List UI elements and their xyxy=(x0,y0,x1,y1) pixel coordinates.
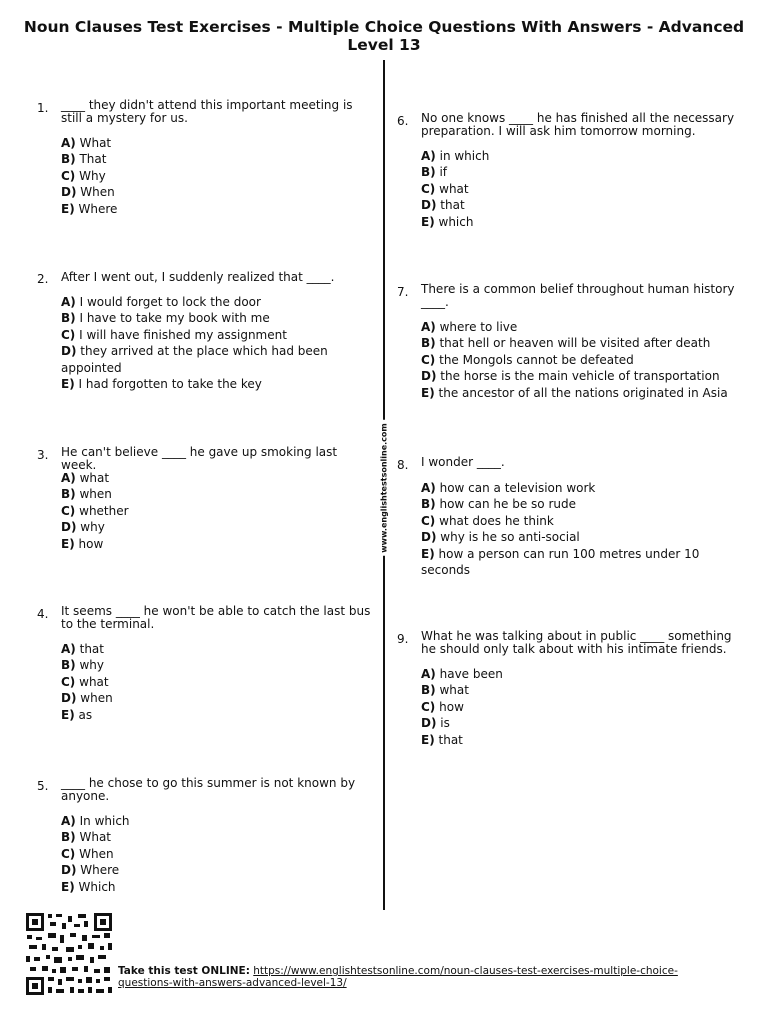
option-letter: D) xyxy=(61,863,77,878)
option-text: what xyxy=(79,674,109,689)
option-a[interactable] xyxy=(61,470,372,486)
option-text: the ancestor of all the nations originated in Asia xyxy=(438,385,728,400)
option-letter: E) xyxy=(61,879,75,894)
option-text: I will have finished my assignment xyxy=(79,327,287,342)
option-letter: C) xyxy=(61,327,76,342)
option-letter: B) xyxy=(61,830,76,845)
option-a[interactable] xyxy=(61,641,372,657)
option-d[interactable] xyxy=(421,715,735,731)
option-b[interactable] xyxy=(421,335,735,351)
question-stem: After I went out, I suddenly realized that ____. xyxy=(61,270,335,284)
option-d[interactable] xyxy=(61,690,372,706)
option-b[interactable] xyxy=(421,496,721,512)
question-number: 6. xyxy=(397,114,409,128)
option-e[interactable] xyxy=(61,201,372,217)
option-text: Which xyxy=(78,879,116,894)
option-letter: D) xyxy=(61,691,77,706)
question-stem: ____ they didn't attend this important meeting is still a mystery for us. xyxy=(61,98,353,125)
option-a[interactable] xyxy=(421,319,735,335)
option-letter: A) xyxy=(421,667,436,681)
option-b[interactable] xyxy=(61,310,361,326)
option-text: have been xyxy=(439,667,503,681)
question-number: 2. xyxy=(37,272,49,286)
option-letter: D) xyxy=(61,520,77,535)
option-letter: E) xyxy=(421,546,435,561)
option-text: when xyxy=(80,691,113,706)
option-text: that xyxy=(440,198,465,213)
option-letter: B) xyxy=(421,497,436,512)
question-number: 8. xyxy=(397,458,409,472)
option-b[interactable] xyxy=(61,657,372,673)
option-letter: B) xyxy=(61,152,76,167)
option-letter: E) xyxy=(421,732,435,747)
option-letter: A) xyxy=(61,471,76,485)
option-a[interactable] xyxy=(421,666,735,682)
question-number: 9. xyxy=(397,632,409,646)
option-letter: A) xyxy=(61,295,76,309)
option-letter: A) xyxy=(421,481,436,495)
option-text: they arrived at the place which had been appointed xyxy=(61,344,328,375)
options-list xyxy=(61,135,372,217)
option-d[interactable] xyxy=(61,862,372,878)
question-stem: ____ he chose to go this summer is not known by anyone. xyxy=(61,776,356,803)
option-letter: B) xyxy=(61,487,76,502)
options-list xyxy=(61,813,372,895)
option-text: In which xyxy=(79,814,130,828)
question-stem: What he was talking about in public ____ something he should only talk about with his intimate friends. xyxy=(421,629,732,656)
option-letter: C) xyxy=(61,846,76,861)
option-letter: D) xyxy=(421,716,437,731)
option-d[interactable] xyxy=(421,529,721,545)
test-link[interactable]: https://www.englishtestsonline.com/noun-clauses-test-exercises-multiple-choice-questions-with-answers-advanced-level-13/ xyxy=(118,965,678,989)
option-letter: D) xyxy=(421,369,437,384)
option-text: as xyxy=(78,707,93,722)
option-letter: C) xyxy=(421,181,436,196)
option-letter: C) xyxy=(61,674,76,689)
option-text: Why xyxy=(79,168,106,183)
option-letter: C) xyxy=(421,513,436,528)
question-number: 4. xyxy=(37,607,49,621)
footer-label: Take this test ONLINE: xyxy=(118,965,250,977)
options-list xyxy=(421,148,735,230)
option-a[interactable] xyxy=(421,148,735,164)
option-c[interactable] xyxy=(61,674,372,690)
option-e[interactable] xyxy=(421,385,735,401)
option-d[interactable] xyxy=(421,197,735,213)
option-b[interactable] xyxy=(61,486,372,502)
option-text: Where xyxy=(78,201,118,216)
options-list xyxy=(421,319,735,401)
option-e[interactable] xyxy=(61,376,361,392)
option-a[interactable] xyxy=(61,813,372,829)
option-c[interactable] xyxy=(421,181,735,197)
option-text: why is he so anti-social xyxy=(440,530,580,545)
option-c[interactable] xyxy=(61,168,372,184)
option-e[interactable] xyxy=(61,879,372,895)
option-letter: E) xyxy=(421,214,435,229)
option-text: When xyxy=(79,846,114,861)
option-b[interactable] xyxy=(61,829,372,845)
option-text: why xyxy=(79,658,104,673)
question-stem: I wonder ____. xyxy=(421,455,505,469)
option-text: what xyxy=(79,471,110,485)
option-letter: E) xyxy=(61,536,75,551)
option-e[interactable] xyxy=(421,214,735,230)
option-text: how a person can run 100 metres under 10 seconds xyxy=(421,546,700,578)
options-list xyxy=(421,666,735,748)
option-text: what xyxy=(439,683,469,698)
option-d[interactable] xyxy=(61,343,361,376)
option-c[interactable] xyxy=(61,503,372,519)
option-letter: B) xyxy=(421,683,436,698)
option-letter: D) xyxy=(61,185,77,200)
option-a[interactable] xyxy=(421,480,721,496)
question-number: 5. xyxy=(37,779,49,793)
option-e[interactable] xyxy=(61,707,372,723)
option-d[interactable] xyxy=(421,368,735,384)
options-list xyxy=(61,641,372,723)
option-d[interactable] xyxy=(61,519,372,535)
option-text: I would forget to lock the door xyxy=(79,295,261,309)
option-text: Where xyxy=(80,863,120,878)
option-c[interactable] xyxy=(61,327,361,343)
question-number: 3. xyxy=(37,448,49,462)
option-text: that hell or heaven will be visited after death xyxy=(439,336,711,351)
page-title: Noun Clauses Test Exercises - Multiple Choice Questions With Answers - Advanced Level 13 xyxy=(23,18,745,54)
option-letter: D) xyxy=(61,344,77,359)
option-text: which xyxy=(438,214,474,229)
question-stem: There is a common belief throughout human history ____. xyxy=(421,282,735,309)
question-stem: It seems ____ he won't be able to catch the last bus to the terminal. xyxy=(61,604,371,631)
option-letter: E) xyxy=(421,385,435,400)
qr-code-icon[interactable] xyxy=(24,911,114,997)
option-text: What xyxy=(79,830,111,845)
option-e[interactable] xyxy=(421,732,735,748)
option-letter: C) xyxy=(61,503,76,518)
option-letter: E) xyxy=(61,707,75,722)
option-text: when xyxy=(79,487,112,502)
option-letter: B) xyxy=(421,336,436,351)
options-list xyxy=(61,470,372,552)
option-text: When xyxy=(80,185,115,200)
option-letter: C) xyxy=(61,168,76,183)
option-text: if xyxy=(439,165,448,180)
option-c[interactable] xyxy=(421,699,735,715)
option-b[interactable] xyxy=(61,151,372,167)
options-list xyxy=(61,294,361,392)
option-letter: C) xyxy=(421,699,436,714)
option-text: where to live xyxy=(439,320,518,334)
option-e[interactable] xyxy=(61,536,372,552)
option-a[interactable] xyxy=(61,135,372,151)
option-letter: E) xyxy=(61,201,75,216)
option-c[interactable] xyxy=(421,352,735,368)
option-letter: A) xyxy=(61,642,76,656)
option-text: is xyxy=(440,716,450,731)
option-letter: B) xyxy=(421,165,436,180)
option-text: what does he think xyxy=(439,513,554,528)
option-text: how can he be so rude xyxy=(439,497,576,512)
option-c[interactable] xyxy=(61,846,372,862)
option-letter: E) xyxy=(61,377,75,392)
option-e[interactable] xyxy=(421,546,721,579)
option-text: in which xyxy=(439,149,490,163)
option-letter: D) xyxy=(421,530,437,545)
watermark: www.englishtestsonline.com xyxy=(380,420,389,556)
option-d[interactable] xyxy=(61,184,372,200)
option-b[interactable] xyxy=(421,682,735,698)
option-text: What xyxy=(79,136,112,150)
option-a[interactable] xyxy=(61,294,361,310)
option-text: that xyxy=(438,732,463,747)
question-number: 1. xyxy=(37,101,49,115)
options-list xyxy=(421,480,721,578)
option-text: what xyxy=(439,181,469,196)
option-c[interactable] xyxy=(421,513,721,529)
option-text: the Mongols cannot be defeated xyxy=(439,352,634,367)
option-b[interactable] xyxy=(421,164,735,180)
option-letter: B) xyxy=(61,658,76,673)
option-letter: D) xyxy=(421,198,437,213)
footer xyxy=(118,965,678,989)
option-text: the horse is the main vehicle of transportation xyxy=(440,369,720,384)
option-letter: C) xyxy=(421,352,436,367)
option-text: how can a television work xyxy=(439,481,596,495)
option-letter: A) xyxy=(421,149,436,163)
option-letter: B) xyxy=(61,311,76,326)
option-text: why xyxy=(80,520,105,535)
question-stem: He can't believe ____ he gave up smoking last week. xyxy=(61,445,338,472)
question-stem: No one knows ____ he has finished all the necessary preparation. I will ask him tomorrow morning. xyxy=(421,111,735,138)
option-letter: A) xyxy=(421,320,436,334)
option-letter: A) xyxy=(61,136,76,150)
question-number: 7. xyxy=(397,285,409,299)
option-text: how xyxy=(439,699,464,714)
option-text: whether xyxy=(79,503,129,518)
option-text: that xyxy=(79,642,104,656)
option-text: That xyxy=(79,152,107,167)
option-text: I have to take my book with me xyxy=(79,311,270,326)
option-text: how xyxy=(78,536,104,551)
option-letter: A) xyxy=(61,814,76,828)
option-text: I had forgotten to take the key xyxy=(78,377,262,392)
